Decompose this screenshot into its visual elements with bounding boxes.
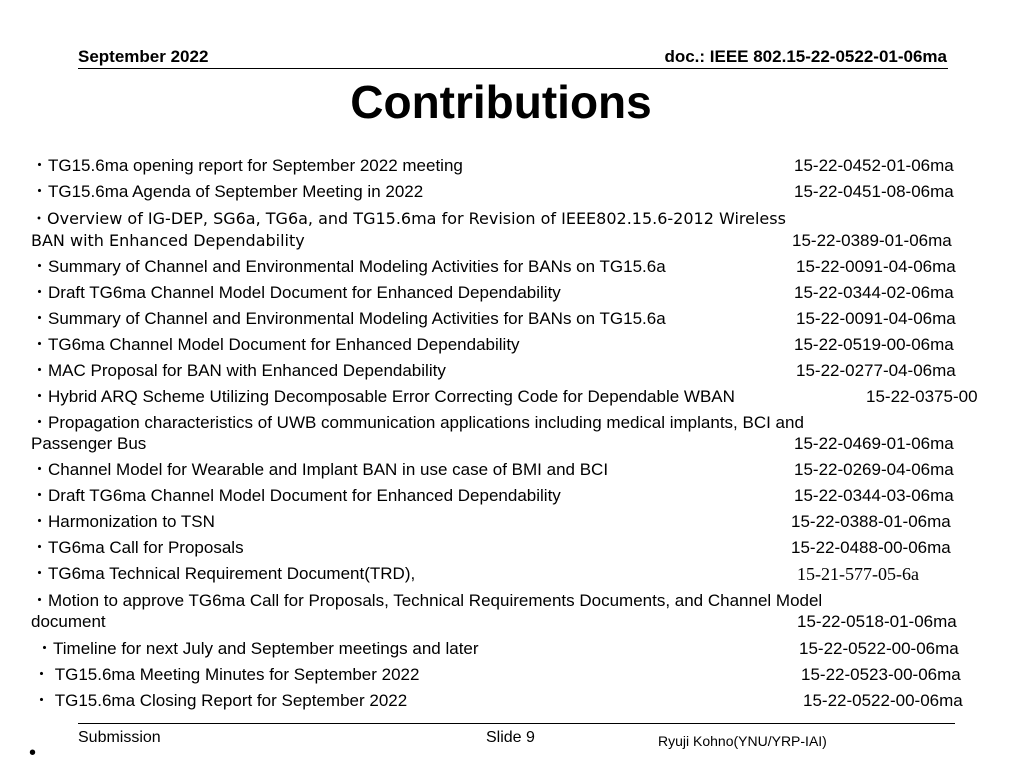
- item-title: ・Timeline for next July and September meetings and later: [36, 639, 479, 658]
- list-item: [0, 283, 1024, 303]
- item-title: ・TG6ma Channel Model Document for Enhanced Dependability: [31, 335, 520, 354]
- list-item: [0, 208, 1024, 250]
- item-title: ・Motion to approve TG6ma Call for Proposals, Technical Requirements Documents, and Channel Model: [31, 591, 823, 610]
- item-doc-number: 15-22-0389-01-06ma: [792, 231, 952, 250]
- list-item: [0, 335, 1024, 355]
- stray-bullet: •: [29, 742, 37, 764]
- list-item: [0, 512, 1024, 532]
- list-item: [0, 486, 1024, 506]
- item-doc-number: 15-22-0375-00: [866, 387, 978, 406]
- item-title-continued: Passenger Bus: [31, 434, 147, 453]
- item-title: ・Summary of Channel and Environmental Modeling Activities for BANs on TG15.6a: [31, 257, 666, 276]
- footer-submission: Submission: [78, 729, 161, 746]
- item-doc-number: 15-22-0452-01-06ma: [794, 156, 954, 175]
- item-doc-number: 15-22-0344-03-06ma: [794, 486, 954, 505]
- item-doc-number: 15-22-0091-04-06ma: [796, 309, 956, 328]
- list-item: [0, 538, 1024, 558]
- item-doc-number: 15-22-0277-04-06ma: [796, 361, 956, 380]
- item-title: ・Overview of IG-DEP, SG6a, TG6a, and TG15.6ma for Revision of IEEE802.15.6-2012 Wireless: [31, 209, 786, 228]
- item-doc-number: 15-22-0488-00-06ma: [791, 538, 951, 557]
- item-doc-number: 15-22-0523-00-06ma: [801, 665, 961, 684]
- list-item: [0, 257, 1024, 277]
- list-item: [0, 460, 1024, 480]
- item-title: ・TG15.6ma opening report for September 2022 meeting: [31, 156, 463, 175]
- list-item: [0, 564, 1024, 584]
- item-title: ・ TG15.6ma Closing Report for September 2022: [33, 691, 408, 710]
- item-title: ・TG6ma Technical Requirement Document(TRD),: [31, 564, 416, 583]
- item-title-continued: document: [31, 612, 106, 631]
- item-title: ・MAC Proposal for BAN with Enhanced Dependability: [31, 361, 446, 380]
- item-doc-number: 15-22-0269-04-06ma: [794, 460, 954, 479]
- list-item: [0, 639, 1024, 659]
- list-item: [0, 387, 1024, 407]
- item-doc-number: 15-22-0518-01-06ma: [797, 612, 957, 631]
- item-title: ・TG15.6ma Agenda of September Meeting in 2022: [31, 182, 424, 201]
- item-title: ・Draft TG6ma Channel Model Document for Enhanced Dependability: [31, 283, 561, 302]
- item-title: ・Propagation characteristics of UWB communication applications including medical implants, BCI and: [31, 413, 804, 432]
- item-title: ・Hybrid ARQ Scheme Utilizing Decomposable Error Correcting Code for Dependable WBAN: [31, 387, 735, 406]
- slide-title: Contributions: [350, 76, 652, 128]
- item-doc-number: 15-22-0344-02-06ma: [794, 283, 954, 302]
- list-item: [0, 665, 1024, 685]
- footer-divider: [78, 723, 955, 724]
- item-doc-number: 15-22-0469-01-06ma: [794, 434, 954, 453]
- footer-author: Ryuji Kohno(YNU/YRP-IAI): [658, 733, 827, 749]
- item-title: ・Harmonization to TSN: [31, 512, 215, 531]
- item-doc-number: 15-22-0451-08-06ma: [794, 182, 954, 201]
- header-doc-id: doc.: IEEE 802.15-22-0522-01-06ma: [664, 47, 947, 66]
- list-item: [0, 309, 1024, 329]
- item-doc-number: 15-21-577-05-6a: [797, 564, 919, 584]
- list-item: [0, 691, 1024, 711]
- item-title: ・Draft TG6ma Channel Model Document for Enhanced Dependability: [31, 486, 561, 505]
- header-divider: [78, 68, 948, 69]
- item-title: ・ TG15.6ma Meeting Minutes for September 2022: [33, 665, 420, 684]
- item-title: ・TG6ma Call for Proposals: [31, 538, 244, 557]
- list-item: [0, 413, 1024, 455]
- list-item: [0, 182, 1024, 202]
- list-item: [0, 361, 1024, 381]
- item-doc-number: 15-22-0522-00-06ma: [799, 639, 959, 658]
- list-item: [0, 591, 1024, 633]
- item-doc-number: 15-22-0388-01-06ma: [791, 512, 951, 531]
- item-doc-number: 15-22-0522-00-06ma: [803, 691, 963, 710]
- item-title: ・Channel Model for Wearable and Implant BAN in use case of BMI and BCI: [31, 460, 609, 479]
- header-date: September 2022: [78, 47, 209, 66]
- item-title-continued: BAN with Enhanced Dependability: [31, 231, 305, 250]
- item-title: ・Summary of Channel and Environmental Modeling Activities for BANs on TG15.6a: [31, 309, 666, 328]
- item-doc-number: 15-22-0519-00-06ma: [794, 335, 954, 354]
- list-item: [0, 156, 1024, 176]
- slide-number: Slide 9: [486, 729, 535, 746]
- item-doc-number: 15-22-0091-04-06ma: [796, 257, 956, 276]
